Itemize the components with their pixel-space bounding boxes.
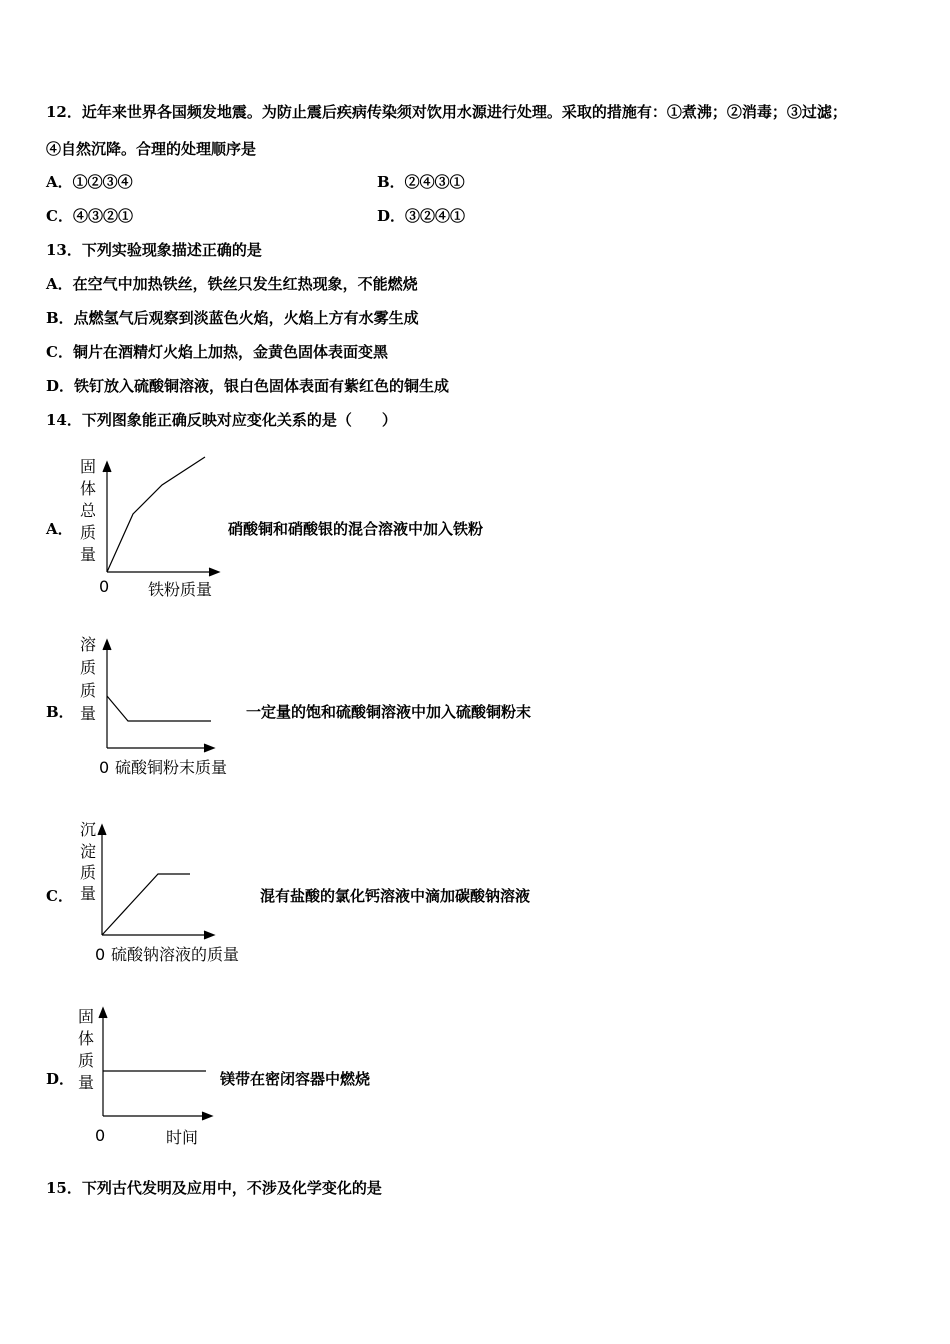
q14-option-d-label: D． bbox=[46, 1070, 75, 1088]
graph-a-ylabel-0: 固 bbox=[80, 457, 97, 476]
graph-c-ylabel-2: 质 bbox=[80, 863, 97, 882]
graph-a-y-arrow bbox=[103, 462, 111, 472]
graph-b-ylabel-0: 溶 bbox=[80, 635, 97, 654]
graph-d-y-arrow bbox=[99, 1008, 107, 1018]
graph-d-ylabel-0: 固 bbox=[78, 1007, 95, 1026]
q14-graph-a bbox=[70, 450, 230, 600]
q14-graph-c bbox=[70, 815, 265, 965]
q13-option-a: A．在空气中加热铁丝，铁丝只发生红热现象，不能燃烧 bbox=[46, 275, 418, 293]
q14-option-d-caption: 镁带在密闭容器中燃烧 bbox=[220, 1070, 371, 1088]
graph-c-curve bbox=[102, 874, 190, 935]
q14-graph-b bbox=[70, 630, 250, 780]
q14-option-a-caption: 硝酸铜和硝酸银的混合溶液中加入铁粉 bbox=[228, 520, 484, 538]
graph-a-x-arrow bbox=[209, 568, 219, 576]
q13-option-b: B．点燃氢气后观察到淡蓝色火焰，火焰上方有水雾生成 bbox=[46, 309, 419, 327]
q12-option-c: C．④③②① bbox=[46, 207, 133, 225]
graph-d-xlabel: 时间 bbox=[166, 1128, 199, 1147]
graph-d-ylabel-2: 质 bbox=[78, 1051, 95, 1070]
graph-b-xlabel: 硫酸铜粉末质量 bbox=[115, 758, 228, 777]
graph-a-xlabel: 铁粉质量 bbox=[148, 580, 213, 599]
graph-c-ylabel-1: 淀 bbox=[80, 842, 97, 861]
q13-option-c: C．铜片在酒精灯火焰上加热，金黄色固体表面变黑 bbox=[46, 343, 388, 361]
q14-stem: 14．下列图象能正确反映对应变化关系的是（ ） bbox=[46, 411, 397, 429]
q12-option-b: B．②④③① bbox=[377, 173, 465, 191]
graph-d-origin: 0 bbox=[95, 1126, 106, 1145]
q12-stem-line2: ④自然沉降。合理的处理顺序是 bbox=[46, 140, 257, 158]
graph-a-origin: 0 bbox=[99, 577, 110, 596]
q15-stem: 15．下列古代发明及应用中，不涉及化学变化的是 bbox=[46, 1179, 382, 1197]
graph-b-curve bbox=[107, 696, 211, 721]
q12-option-d: D．③②④① bbox=[377, 207, 466, 225]
graph-b-ylabel-1: 质 bbox=[80, 658, 97, 677]
graph-c-x-arrow bbox=[204, 931, 214, 939]
q13-stem: 13．下列实验现象描述正确的是 bbox=[46, 241, 262, 259]
q13-option-d: D．铁钉放入硫酸铜溶液，银白色固体表面有紫红色的铜生成 bbox=[46, 377, 450, 395]
graph-a-ylabel-1: 体 bbox=[80, 479, 97, 498]
graph-a-ylabel-4: 量 bbox=[80, 545, 97, 564]
q14-option-b-caption: 一定量的饱和硫酸铜溶液中加入硫酸铜粉末 bbox=[246, 703, 532, 721]
q12-stem-line1: 12．近年来世界各国频发地震。为防止震后疾病传染须对饮用水源进行处理。采取的措施有：①煮沸；②消毒；③过滤； bbox=[46, 103, 847, 121]
q14-option-c-label: C． bbox=[46, 887, 73, 905]
graph-b-origin: 0 bbox=[99, 758, 110, 777]
q14-option-c-caption: 混有盐酸的氯化钙溶液中滴加碳酸钠溶液 bbox=[260, 887, 531, 905]
graph-c-xlabel: 硫酸钠溶液的质量 bbox=[111, 945, 240, 964]
graph-d-ylabel-1: 体 bbox=[78, 1029, 95, 1048]
graph-b-ylabel-3: 量 bbox=[80, 704, 97, 723]
graph-a-curve bbox=[107, 457, 205, 572]
q14-option-a-label: A． bbox=[46, 520, 73, 538]
graph-b-ylabel-2: 质 bbox=[80, 681, 97, 700]
q12-option-a: A．①②③④ bbox=[46, 173, 133, 191]
graph-b-x-arrow bbox=[204, 744, 214, 752]
graph-c-origin: 0 bbox=[95, 945, 106, 964]
graph-c-ylabel-3: 量 bbox=[80, 884, 97, 903]
graph-c-ylabel-0: 沉 bbox=[80, 820, 97, 839]
q14-graph-d bbox=[70, 1000, 230, 1150]
graph-c-y-arrow bbox=[98, 825, 106, 835]
graph-a-ylabel-2: 总 bbox=[80, 501, 97, 520]
graph-b-y-arrow bbox=[103, 640, 111, 650]
graph-d-ylabel-3: 量 bbox=[78, 1073, 95, 1092]
q14-option-b-label: B． bbox=[46, 703, 74, 721]
graph-a-ylabel-3: 质 bbox=[80, 523, 97, 542]
graph-d-x-arrow bbox=[202, 1112, 212, 1120]
